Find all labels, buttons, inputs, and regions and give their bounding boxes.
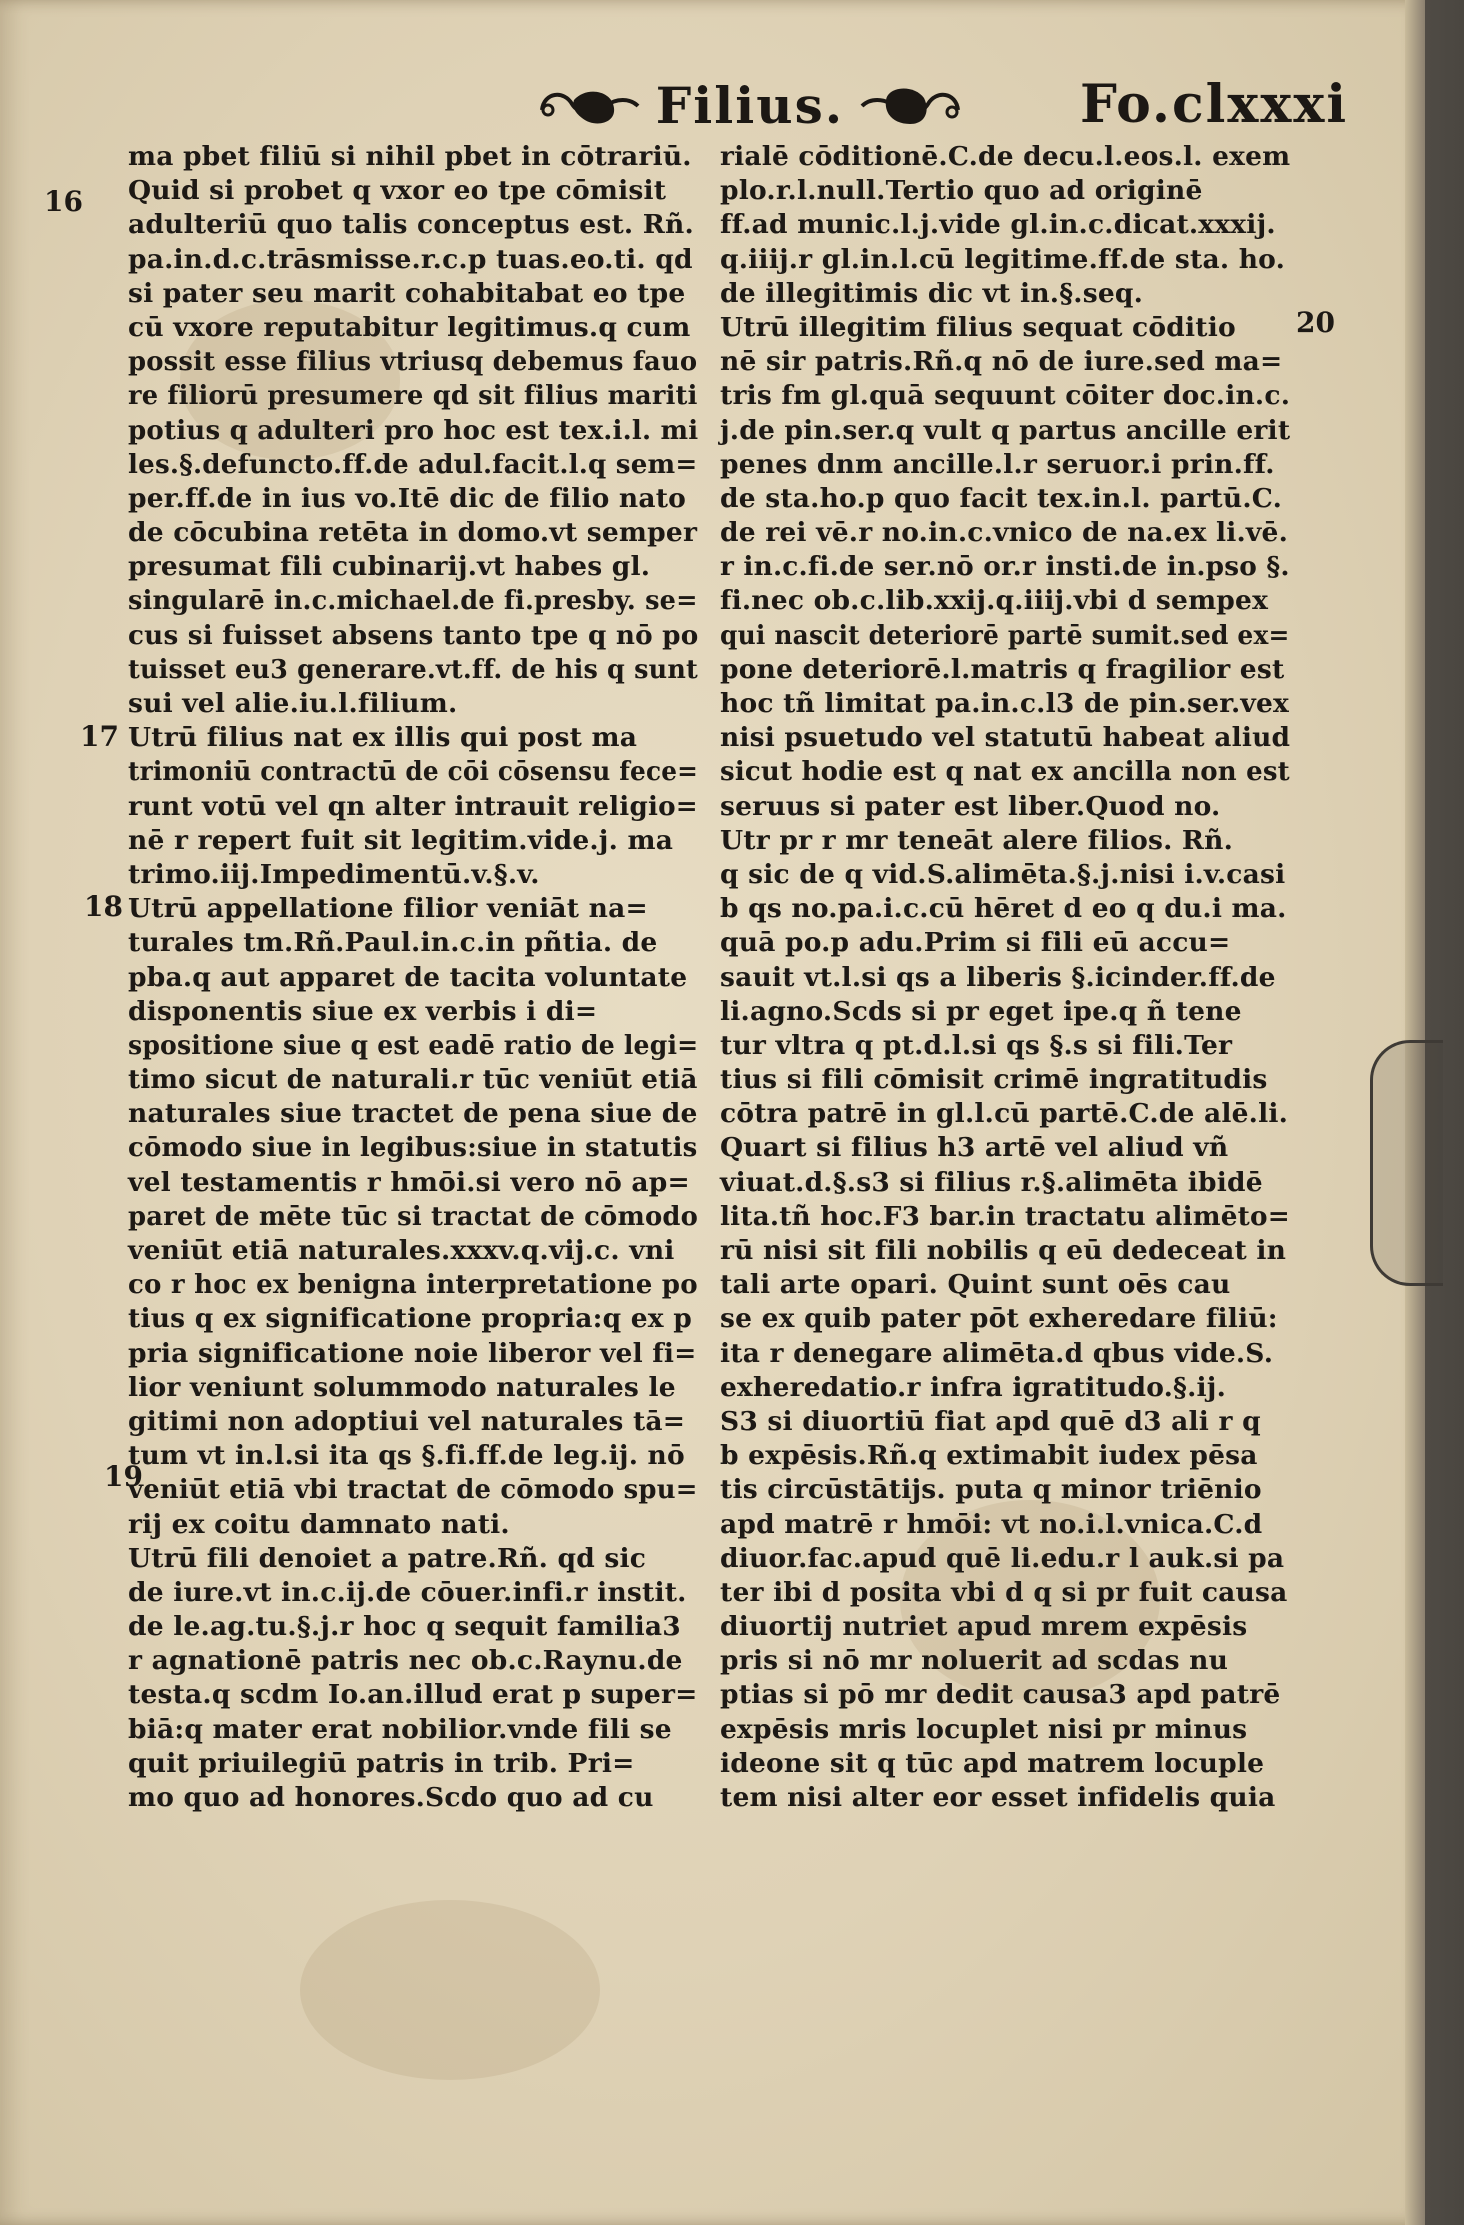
text-line: li.agno.Scds si pr eget ipe.q ñ tene (720, 995, 1242, 1027)
text-line: naturales siue tractet de pena siue de (128, 1098, 698, 1130)
right-text-column (720, 140, 1290, 1815)
text-line: timo sicut de naturali.r tūc veniūt etiā (128, 1064, 698, 1096)
text-line: r agnationē patris nec ob.c.Raynu.de (128, 1645, 683, 1677)
left-text-column (128, 140, 698, 1815)
text-line: plo.r.l.null.Tertio quo ad originē (720, 175, 1203, 207)
text-line: adulteriū quo talis conceptus est. Rñ. (128, 209, 694, 241)
running-title (520, 70, 980, 140)
marginal-number-17: 17 (80, 720, 119, 753)
text-line: tius si fili cōmisit crimē ingratitudis (720, 1064, 1268, 1096)
text-line: rialē cōditionē.C.de decu.l.eos.l. exem (720, 141, 1291, 172)
text-line: pba.q aut apparet de tacita voluntate (128, 961, 688, 993)
text-line: Quid si probet q vxor eo tpe cōmisit (128, 175, 667, 207)
text-line: pria significatione noie liberor vel fi= (128, 1337, 697, 1369)
text-line: biā:q mater erat nobilior.vnde fili se (128, 1713, 672, 1745)
page-header (0, 70, 1380, 140)
text-line: cōtra patrē in gl.l.cū partē.C.de alē.li. (720, 1098, 1289, 1130)
text-line: sauit vt.l.si qs a liberis §.icinder.ff.de (720, 961, 1276, 993)
text-line: veniūt etiā naturales.xxxv.q.vij.c. vni (128, 1235, 675, 1266)
text-line: nē r repert fuit sit legitim.vide.j. ma (128, 824, 674, 856)
text-line: tali arte opari. Quint sunt oēs cau (720, 1269, 1231, 1301)
text-line: co r hoc ex benigna interpretatione po (128, 1269, 698, 1301)
text-line: ptias si pō mr dedit causa3 apd patrē (720, 1679, 1281, 1711)
text-line: tum vt in.l.si ita qs §.fi.ff.de leg.ij. nō (128, 1440, 685, 1472)
text-line: de cōcubina retēta in domo.vt semper (128, 517, 698, 549)
text-line: se ex quib pater pōt exheredare filiū: (720, 1303, 1278, 1335)
text-line: lita.tñ hoc.F3 bar.in tractatu alimēto= (720, 1200, 1290, 1232)
text-line: fi.nec ob.c.lib.xxij.q.iiij.vbi d sempex (720, 585, 1269, 617)
text-line: penes dnm ancille.l.r seruor.i prin.ff. (720, 448, 1275, 480)
text-line: diuortij nutriet apud mrem expēsis (720, 1611, 1248, 1643)
text-line: S3 si diuortiū fiat apd quē d3 ali r q (720, 1405, 1261, 1437)
text-line: diuor.fac.apud quē li.edu.r l auk.si pa (720, 1542, 1285, 1574)
text-line: seruus si pater est liber.Quod no. (720, 790, 1221, 822)
text-line: b expēsis.Rñ.q extimabit iudex pēsa (720, 1440, 1258, 1472)
fleuron-left-icon (534, 80, 644, 130)
fleuron-right-icon (856, 80, 966, 130)
marginal-number-16: 16 (44, 185, 83, 218)
text-line: cū vxore reputabitur legitimus.q cum (128, 311, 691, 343)
text-line: Utrū illegitim filius sequat cōditio (720, 311, 1236, 343)
text-line: b qs no.pa.i.c.cū hēret d eo q du.i ma. (720, 893, 1287, 925)
text-line: viuat.d.§.s3 si filius r.§.alimēta ibidē (720, 1166, 1263, 1198)
text-line: les.§.defuncto.ff.de adul.facit.l.q sem= (128, 448, 698, 480)
text-line: exheredatio.r infra igratitudo.§.ij. (720, 1371, 1227, 1403)
text-line: gitimi non adoptiui vel naturales tā= (128, 1405, 686, 1437)
text-line: ter ibi d posita vbi d q si pr fuit causa (720, 1576, 1288, 1608)
text-line: apd matrē r hmōi: vt no.i.l.vnica.C.d (720, 1508, 1263, 1540)
text-line: re filiorū presumere qd sit filius mariti (128, 380, 698, 412)
text-line: ff.ad munic.l.j.vide gl.in.c.dicat.xxxij. (720, 209, 1276, 241)
text-line: de illegitimis dic vt in.§.seq. (720, 277, 1144, 309)
text-line: paret de mēte tūc si tractat de cōmodo (128, 1200, 699, 1232)
text-line: q sic de q vid.S.alimēta.§.j.nisi i.v.casi (720, 858, 1286, 890)
text-line: quit priuilegiū patris in trib. Pri= (128, 1747, 635, 1779)
text-line: tius q ex significatione propria:q ex p (128, 1303, 692, 1335)
text-line: Utrū appellatione filior veniāt na= (128, 893, 648, 925)
text-line: tis circūstātijs. puta q minor triēnio (720, 1474, 1262, 1506)
text-line: ita r denegare alimēta.d qbus vide.S. (720, 1337, 1274, 1369)
text-line: nē sir patris.Rñ.q nō de iure.sed ma= (720, 346, 1283, 378)
marginal-number-20: 20 (1296, 306, 1335, 339)
marginal-number-18: 18 (84, 890, 123, 923)
scanner-clip (1370, 1040, 1443, 1286)
text-line: trimoniū contractū de cōi cōsensu fece= (128, 756, 699, 788)
text-line: tur vltra q pt.d.l.si qs §.s si fili.Ter (720, 1029, 1233, 1061)
text-line: mo quo ad honores.Scdo quo ad cu (128, 1782, 654, 1813)
text-line: pa.in.d.c.trāsmisse.r.c.p tuas.eo.ti. qd (128, 243, 693, 275)
text-line: possit esse filius vtriusq debemus fauo (128, 346, 698, 378)
text-line: rū nisi sit fili nobilis q eū dedeceat in (720, 1235, 1287, 1266)
text-line: de rei vē.r no.in.c.vnico de na.ex li.vē. (720, 517, 1288, 549)
text-line: Utr pr r mr teneāt alere filios. Rñ. (720, 824, 1234, 856)
text-line: Utrū fili denoiet a patre.Rñ. qd sic (128, 1542, 647, 1574)
text-line: spositione siue q est eadē ratio de legi= (128, 1029, 699, 1061)
text-line: sui vel alie.iu.l.filium. (128, 688, 458, 719)
text-line: testa.q scdm Io.an.illud erat p super= (128, 1679, 698, 1711)
text-line: disponentis siue ex verbis i di= (128, 995, 598, 1027)
text-line: per.ff.de in ius vo.Itē dic de filio nato (128, 482, 687, 514)
text-line: de iure.vt in.c.ij.de cōuer.infi.r instit. (128, 1576, 687, 1608)
marginal-number-19: 19 (104, 1460, 143, 1493)
text-line: presumat fili cubinarij.vt habes gl. (128, 551, 651, 583)
text-line: vel testamentis r hmōi.si vero nō ap= (128, 1166, 690, 1198)
text-line: sicut hodie est q nat ex ancilla non est (720, 756, 1290, 788)
text-line: quā po.p adu.Prim si fili eū accu= (720, 927, 1231, 959)
text-line: tuisset eu3 generare.vt.ff. de his q sunt (128, 653, 699, 685)
text-line: qui nascit deteriorē partē sumit.sed ex= (720, 619, 1290, 651)
text-line: singularē in.c.michael.de fi.presby. se= (128, 585, 698, 617)
text-line: tem nisi alter eor esset infidelis quia (720, 1782, 1276, 1813)
running-title-text: Filius. (655, 75, 845, 135)
text-line: Utrū filius nat ex illis qui post ma (128, 722, 638, 754)
text-line: de sta.ho.p quo facit tex.in.l. partū.C. (720, 482, 1283, 514)
text-line: r in.c.fi.de ser.nō or.r insti.de in.pso §. (720, 551, 1290, 583)
text-line: turales tm.Rñ.Paul.in.c.in pñtia. de (128, 927, 658, 959)
text-line: q.iiij.r gl.in.l.cū legitime.ff.de sta. ho. (720, 243, 1285, 275)
text-line: ma pbet filiū si nihil pbet in cōtrariū. (128, 141, 692, 172)
text-line: hoc tñ limitat pa.in.c.l3 de pin.ser.vex (720, 688, 1290, 719)
text-line: veniūt etiā vbi tractat de cōmodo spu= (128, 1474, 698, 1506)
text-line: ideone sit q tūc apd matrem locuple (720, 1747, 1265, 1779)
text-line: runt votū vel qn alter intrauit religio= (128, 790, 698, 822)
text-line: nisi psuetudo vel statutū habeat aliud (720, 722, 1291, 754)
text-line: j.de pin.ser.q vult q partus ancille erit (720, 414, 1291, 446)
text-line: de le.ag.tu.§.j.r hoc q sequit familia3 (128, 1611, 681, 1643)
text-line: pone deteriorē.l.matris q fragilior est (720, 653, 1285, 685)
text-line: rij ex coitu damnato nati. (128, 1508, 510, 1540)
text-line: trimo.iij.Impedimentū.v.§.v. (128, 858, 540, 890)
text-line: tris fm gl.quā sequunt cōiter doc.in.c. (720, 380, 1291, 412)
text-line: cōmodo siue in legibus:siue in statutis (128, 1132, 698, 1164)
text-line: Quart si filius h3 artē vel aliud vñ (720, 1132, 1229, 1164)
text-line: pris si nō mr noluerit ad scdas nu (720, 1645, 1229, 1677)
text-line: lior veniunt solummodo naturales le (128, 1371, 676, 1403)
text-line: potius q adulteri pro hoc est tex.i.l. mi (128, 414, 699, 446)
text-line: cus si fuisset absens tanto tpe q nō po (128, 619, 699, 651)
paper-stain (300, 1900, 600, 2080)
text-line: si pater seu marit cohabitabat eo tpe (128, 277, 686, 309)
folio-number: Fo.clxxxi (1080, 74, 1349, 135)
text-line: expēsis mris locuplet nisi pr minus (720, 1713, 1248, 1745)
